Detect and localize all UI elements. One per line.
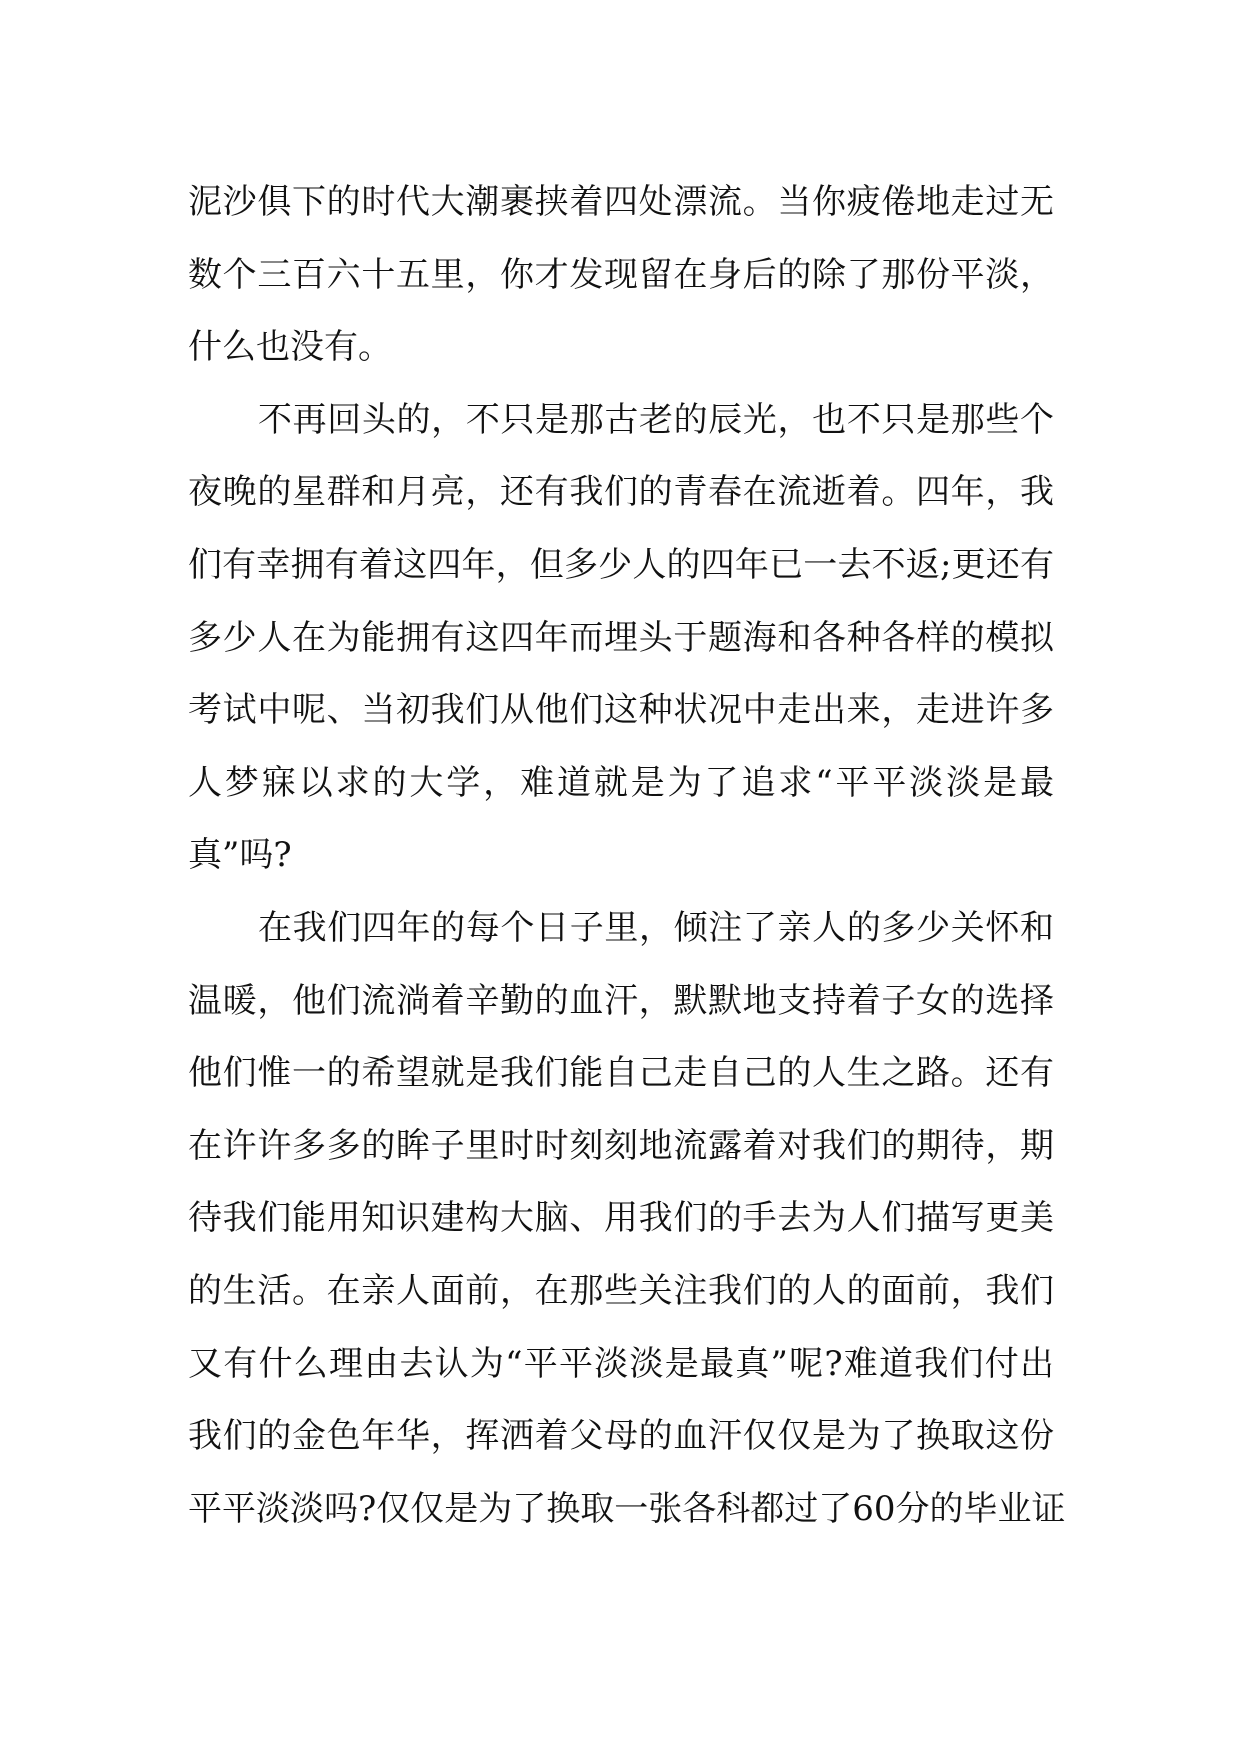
- text-line: 在我们四年的每个日子里，倾注了亲人的多少关怀和: [258, 907, 1054, 948]
- text-line: 人梦寐以求的大学，难道就是为了追求“平平淡淡是最: [188, 762, 1054, 803]
- body-text: [188, 166, 1066, 1545]
- text-line: 夜晚的星群和月亮，还有我们的青春在流逝着。四年，我: [188, 472, 1054, 513]
- text-line: 温暖，他们流淌着辛勤的血汗，默默地支持着子女的选择: [188, 980, 1054, 1021]
- text-line: 的生活。在亲人面前，在那些关注我们的人的面前，我们: [188, 1270, 1054, 1311]
- text-line: 他们惟一的希望就是我们能自己走自己的人生之路。还有: [188, 1053, 1054, 1094]
- text-line: 多少人在为能拥有这四年而埋头于题海和各种各样的模拟: [188, 617, 1054, 658]
- text-line: 不再回头的，不只是那古老的辰光，也不只是那些个: [258, 399, 1054, 440]
- text-line: 我们的金色年华，挥洒着父母的血汗仅仅是为了换取这份: [188, 1416, 1054, 1457]
- text-line: 又有什么理由去认为“平平淡淡是最真”呢?难道我们付出: [188, 1343, 1054, 1384]
- text-line: 在许许多多的眸子里时时刻刻地流露着对我们的期待，期: [188, 1125, 1054, 1166]
- text-line: 们有幸拥有着这四年，但多少人的四年已一去不返;更还有: [188, 544, 1055, 585]
- text-line: 考试中呢、当初我们从他们这种状况中走出来，走进许多: [188, 690, 1054, 731]
- text-line: 真”吗?: [188, 835, 292, 876]
- text-line: 数个三百六十五里，你才发现留在身后的除了那份平淡，: [188, 254, 1054, 295]
- text-line: 待我们能用知识建构大脑、用我们的手去为人们描写更美: [188, 1198, 1054, 1239]
- text-line: 平平淡淡吗?仅仅是为了换取一张各科都过了60分的毕业证: [188, 1488, 1066, 1529]
- text-line: 泥沙俱下的时代大潮裹挟着四处漂流。当你疲倦地走过无: [188, 182, 1054, 222]
- text-line: 什么也没有。: [188, 327, 392, 368]
